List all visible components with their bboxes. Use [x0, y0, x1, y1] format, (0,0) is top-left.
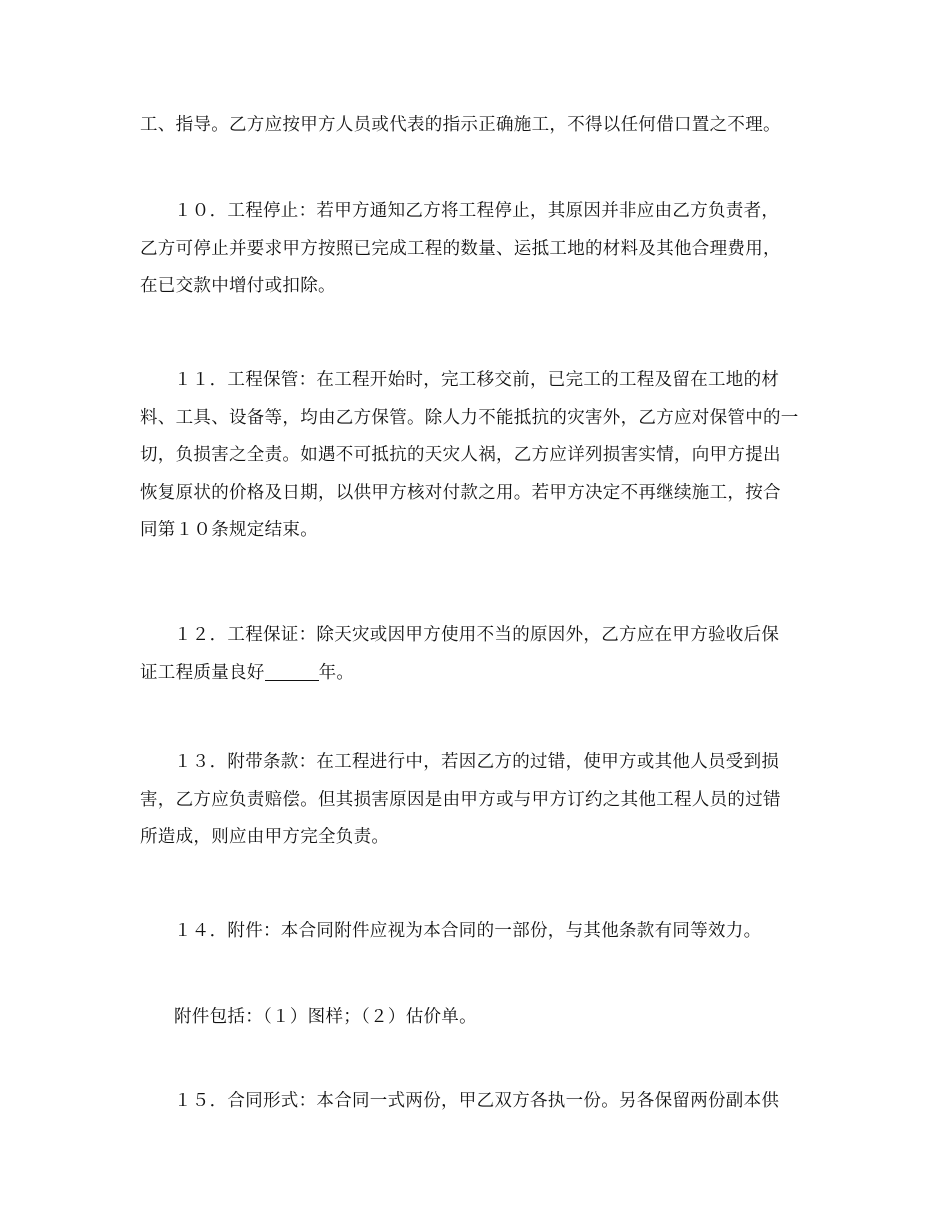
text-line: 工、指导。乙方应按甲方人员或代表的指示正确施工，不得以任何借口置之不理。 — [140, 115, 781, 135]
clause-12-work-warranty — [140, 617, 816, 692]
text-line: １５．合同形式：本合同一式两份，甲乙双方各执一份。另各保留两份副本供 — [174, 1091, 780, 1111]
clause-14-attachments — [140, 913, 816, 951]
text-line: 恢复原状的价格及日期，以供甲方核对付款之用。若甲方决定不再继续施工，按合 — [140, 482, 781, 503]
text-fragment: 证工程质量良好 — [140, 662, 265, 683]
text-line: １０．工程停止：若甲方通知乙方将工程停止，其原因并非应由乙方负责者， — [174, 201, 780, 221]
text-line: 所造成，则应由甲方完全负责。 — [140, 827, 390, 847]
paragraph-continuation — [140, 107, 816, 145]
text-line — [140, 655, 816, 693]
text-line: １４．附件：本合同附件应视为本合同的一部份，与其他条款有同等效力。 — [174, 921, 762, 941]
text-line: 害，乙方应负责赔偿。但其损害原因是由甲方或与甲方订约之其他工程人员的过错 — [140, 789, 781, 810]
clause-13-additional-terms — [140, 744, 816, 857]
text-line: 附件包括：（１）图样；（２）估价单。 — [174, 1007, 477, 1027]
text-fragment: 年。 — [318, 662, 355, 683]
clause-11-work-custody — [140, 362, 816, 550]
clause-10-work-stoppage — [140, 193, 816, 306]
text-line: 在已交款中增付或扣除。 — [140, 276, 336, 296]
clause-15-contract-form — [140, 1083, 816, 1121]
text-line: １２．工程保证：除天灾或因甲方使用不当的原因外，乙方应在甲方验收后保 — [174, 625, 780, 645]
text-line: 同第１０条规定结束。 — [140, 520, 318, 540]
text-line: 料、工具、设备等，均由乙方保管。除人力不能抵抗的灾害外，乙方应对保管中的一 — [140, 407, 799, 428]
text-line: １１．工程保管：在工程开始时，完工移交前，已完工的工程及留在工地的材 — [174, 370, 780, 390]
text-line: 乙方可停止并要求甲方按照已完成工程的数量、运抵工地的材料及其他合理费用， — [140, 238, 781, 259]
attachments-list — [140, 999, 816, 1037]
warranty-years-blank — [265, 662, 319, 681]
text-line: １３．附带条款：在工程进行中，若因乙方的过错，使甲方或其他人员受到损 — [174, 752, 780, 772]
text-line: 切，负损害之全责。如遇不可抵抗的天灾人祸，乙方应详列损害实情，向甲方提出 — [140, 445, 781, 465]
